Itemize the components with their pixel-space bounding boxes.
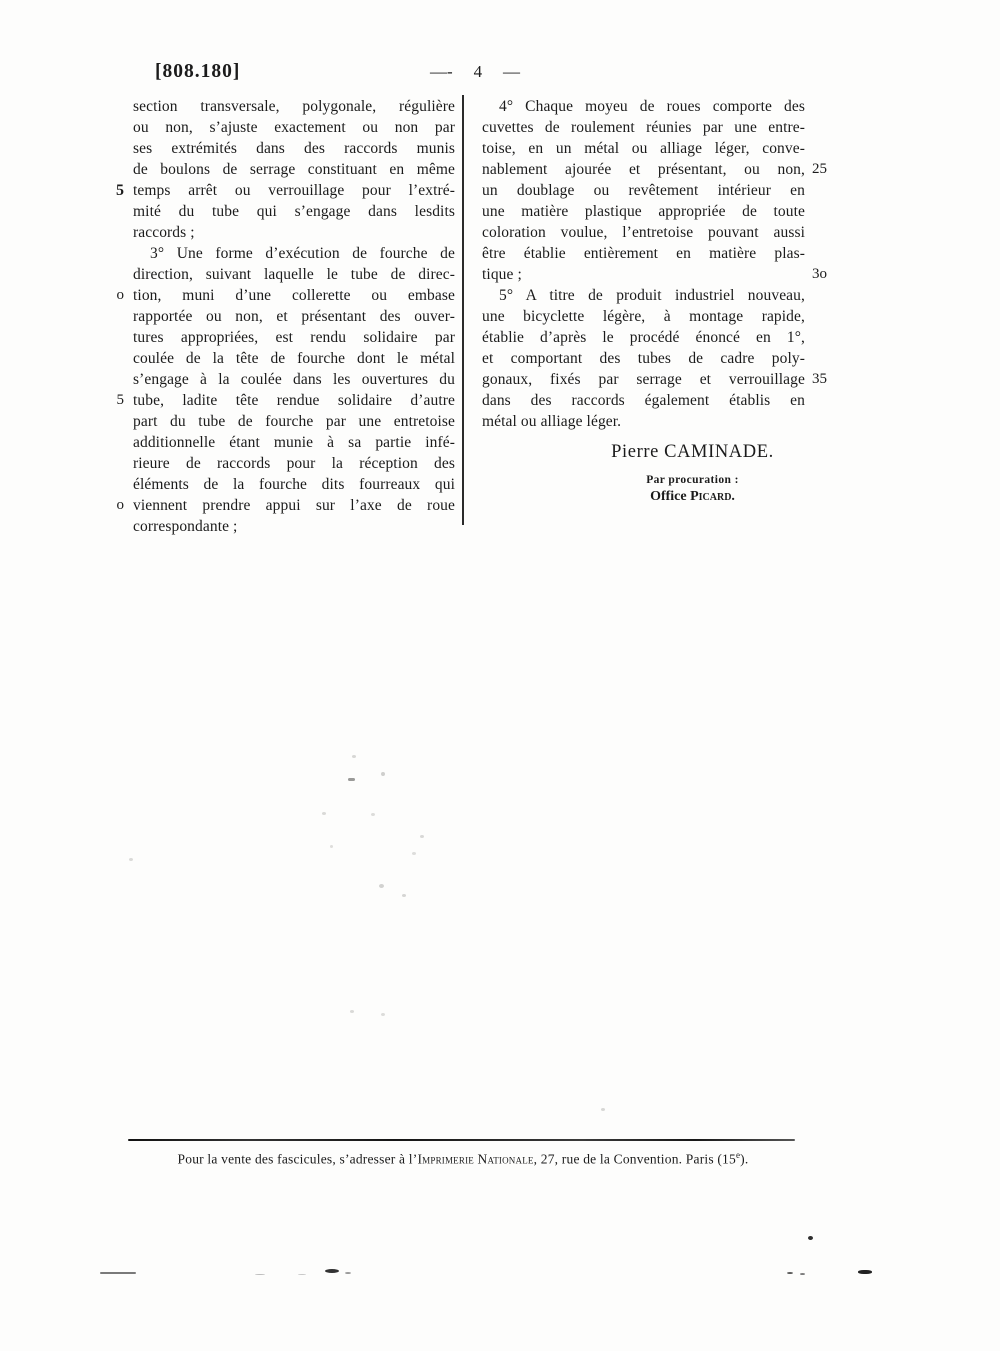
scan-speck <box>420 835 424 838</box>
text-line: un doublage ou revêtement intérieur en <box>482 182 805 199</box>
text-line: une bicyclette légère, à montage rapide, <box>482 308 805 325</box>
margin-line-number: 3o <box>812 266 827 282</box>
text-line: éléments de la fourche dits fourreaux qui <box>133 476 455 493</box>
footer-imprint <box>133 1150 793 1168</box>
margin-line-number: 5 <box>116 182 124 199</box>
signature-office <box>520 489 865 505</box>
signature-block <box>520 442 865 505</box>
text-line: ou non, s’ajuste exactement ou non par <box>133 119 455 136</box>
margin-line-number: 25 <box>812 161 827 177</box>
scan-speck <box>371 813 375 816</box>
footer-arrondissement-sup: e <box>735 1150 741 1160</box>
scan-speck <box>129 858 133 861</box>
text-line: correspondante ; <box>133 518 238 535</box>
page-number: 4 <box>473 62 483 81</box>
scan-speck <box>381 772 385 776</box>
text-line: 5° A titre de produit industriel nouveau, <box>499 287 805 304</box>
scan-edge-mark <box>255 1274 265 1275</box>
text-line: additionnelle étant munie à sa partie infé- <box>133 434 455 451</box>
text-line: s’engage à la coulée dans les ouvertures du <box>133 371 455 388</box>
footer-address: , 27, rue de la Convention. Paris (15 <box>533 1151 736 1167</box>
page-number-dash-right: — <box>502 62 520 81</box>
margin-line-number: o <box>116 497 124 513</box>
signature-procuration: Par procuration : <box>646 474 739 486</box>
text-line: une matière plastique appropriée de toute <box>482 203 805 220</box>
text-line: cuvettes de roulement réunies par une entre- <box>482 119 805 136</box>
text-line: 3° Une forme d’exécution de fourche de <box>150 245 455 262</box>
text-line: et comportant des tubes de cadre poly- <box>482 350 805 367</box>
footer-rule <box>128 1139 795 1141</box>
text-line: viennent prendre appui sur l’axe de roue <box>133 497 455 514</box>
scan-edge-mark <box>858 1270 872 1274</box>
text-line: mité du tube qui s’engage dans lesdits <box>133 203 455 220</box>
page-number-dash-left: —- <box>430 62 453 81</box>
scan-speck <box>352 755 356 758</box>
scan-edge-mark <box>325 1269 339 1273</box>
column-divider-rule <box>462 95 464 525</box>
scan-edge-mark <box>298 1274 306 1275</box>
text-line: rieure de raccords pour la réception des <box>133 455 455 472</box>
signature-name: Pierre CAMINADE. <box>611 442 774 462</box>
footer-imprint-end: ). <box>740 1151 749 1167</box>
text-line: tures appropriées, est rendu solidaire par <box>133 329 455 346</box>
footer-imprint-text: Pour la vente des fascicules, s’adresser à l’ <box>177 1151 418 1167</box>
scan-speck <box>348 778 355 781</box>
margin-line-number: o <box>116 287 124 303</box>
signature-office-name: Picard. <box>690 489 735 504</box>
text-line: ses extrémités dans des raccords munis <box>133 140 455 157</box>
scan-edge-mark <box>100 1272 136 1274</box>
signature-office-prefix: Office <box>650 489 691 504</box>
scan-speck <box>601 1108 605 1111</box>
right-text-column <box>482 96 827 432</box>
patent-number: [808.180] <box>155 61 241 82</box>
margin-line-number: 5 <box>116 392 124 408</box>
scan-speck <box>322 812 326 815</box>
text-line: coloration voulue, l’entretoise pouvant aussi <box>482 224 805 241</box>
text-line: temps arrêt ou verrouillage pour l’extré- <box>133 182 455 199</box>
text-line: rapportée ou non, et présentant des ouver- <box>133 308 455 325</box>
scan-edge-mark <box>800 1273 805 1275</box>
text-line: établie d’après le procédé énoncé en 1°, <box>482 329 805 346</box>
left-text-column <box>116 96 455 537</box>
text-line: part du tube de fourche par une entretoise <box>133 413 455 430</box>
scan-edge-mark <box>787 1272 793 1274</box>
scan-speck <box>808 1236 813 1240</box>
text-line: coulée de la tête de fourche dont le métal <box>133 350 455 367</box>
footer-printer-name: Imprimerie Nationale <box>417 1151 534 1167</box>
text-line: tion, muni d’une collerette ou embase <box>133 287 455 304</box>
text-line: nablement ajourée et présentant, ou non, <box>482 161 805 178</box>
text-line: toise, en un métal ou alliage léger, conve- <box>482 140 805 157</box>
text-line: direction, suivant laquelle le tube de direc- <box>133 266 455 283</box>
text-line: tique ; <box>482 266 522 283</box>
text-line: être établie entièrement en matière plas- <box>482 245 805 262</box>
scan-speck <box>402 894 406 897</box>
text-line: 4° Chaque moyeu de roues comporte des <box>499 98 805 115</box>
page-header <box>430 62 520 82</box>
text-line: section transversale, polygonale, régulière <box>133 98 455 115</box>
text-line: gonaux, fixés par serrage et verrouillage <box>482 371 805 388</box>
text-line: tube, ladite tête rendue solidaire d’autre <box>133 392 455 409</box>
text-line: dans des raccords également établis en <box>482 392 805 409</box>
scan-speck <box>379 884 384 888</box>
margin-line-number: 35 <box>812 371 827 387</box>
text-line: raccords ; <box>133 224 195 241</box>
scan-speck <box>412 852 416 855</box>
text-line: métal ou alliage léger. <box>482 413 622 430</box>
scan-speck <box>350 1010 354 1013</box>
text-line: de boulons de serrage constituant en même <box>133 161 455 178</box>
scan-speck <box>381 1013 385 1016</box>
scan-edge-mark <box>345 1272 351 1274</box>
scan-speck <box>330 845 333 848</box>
